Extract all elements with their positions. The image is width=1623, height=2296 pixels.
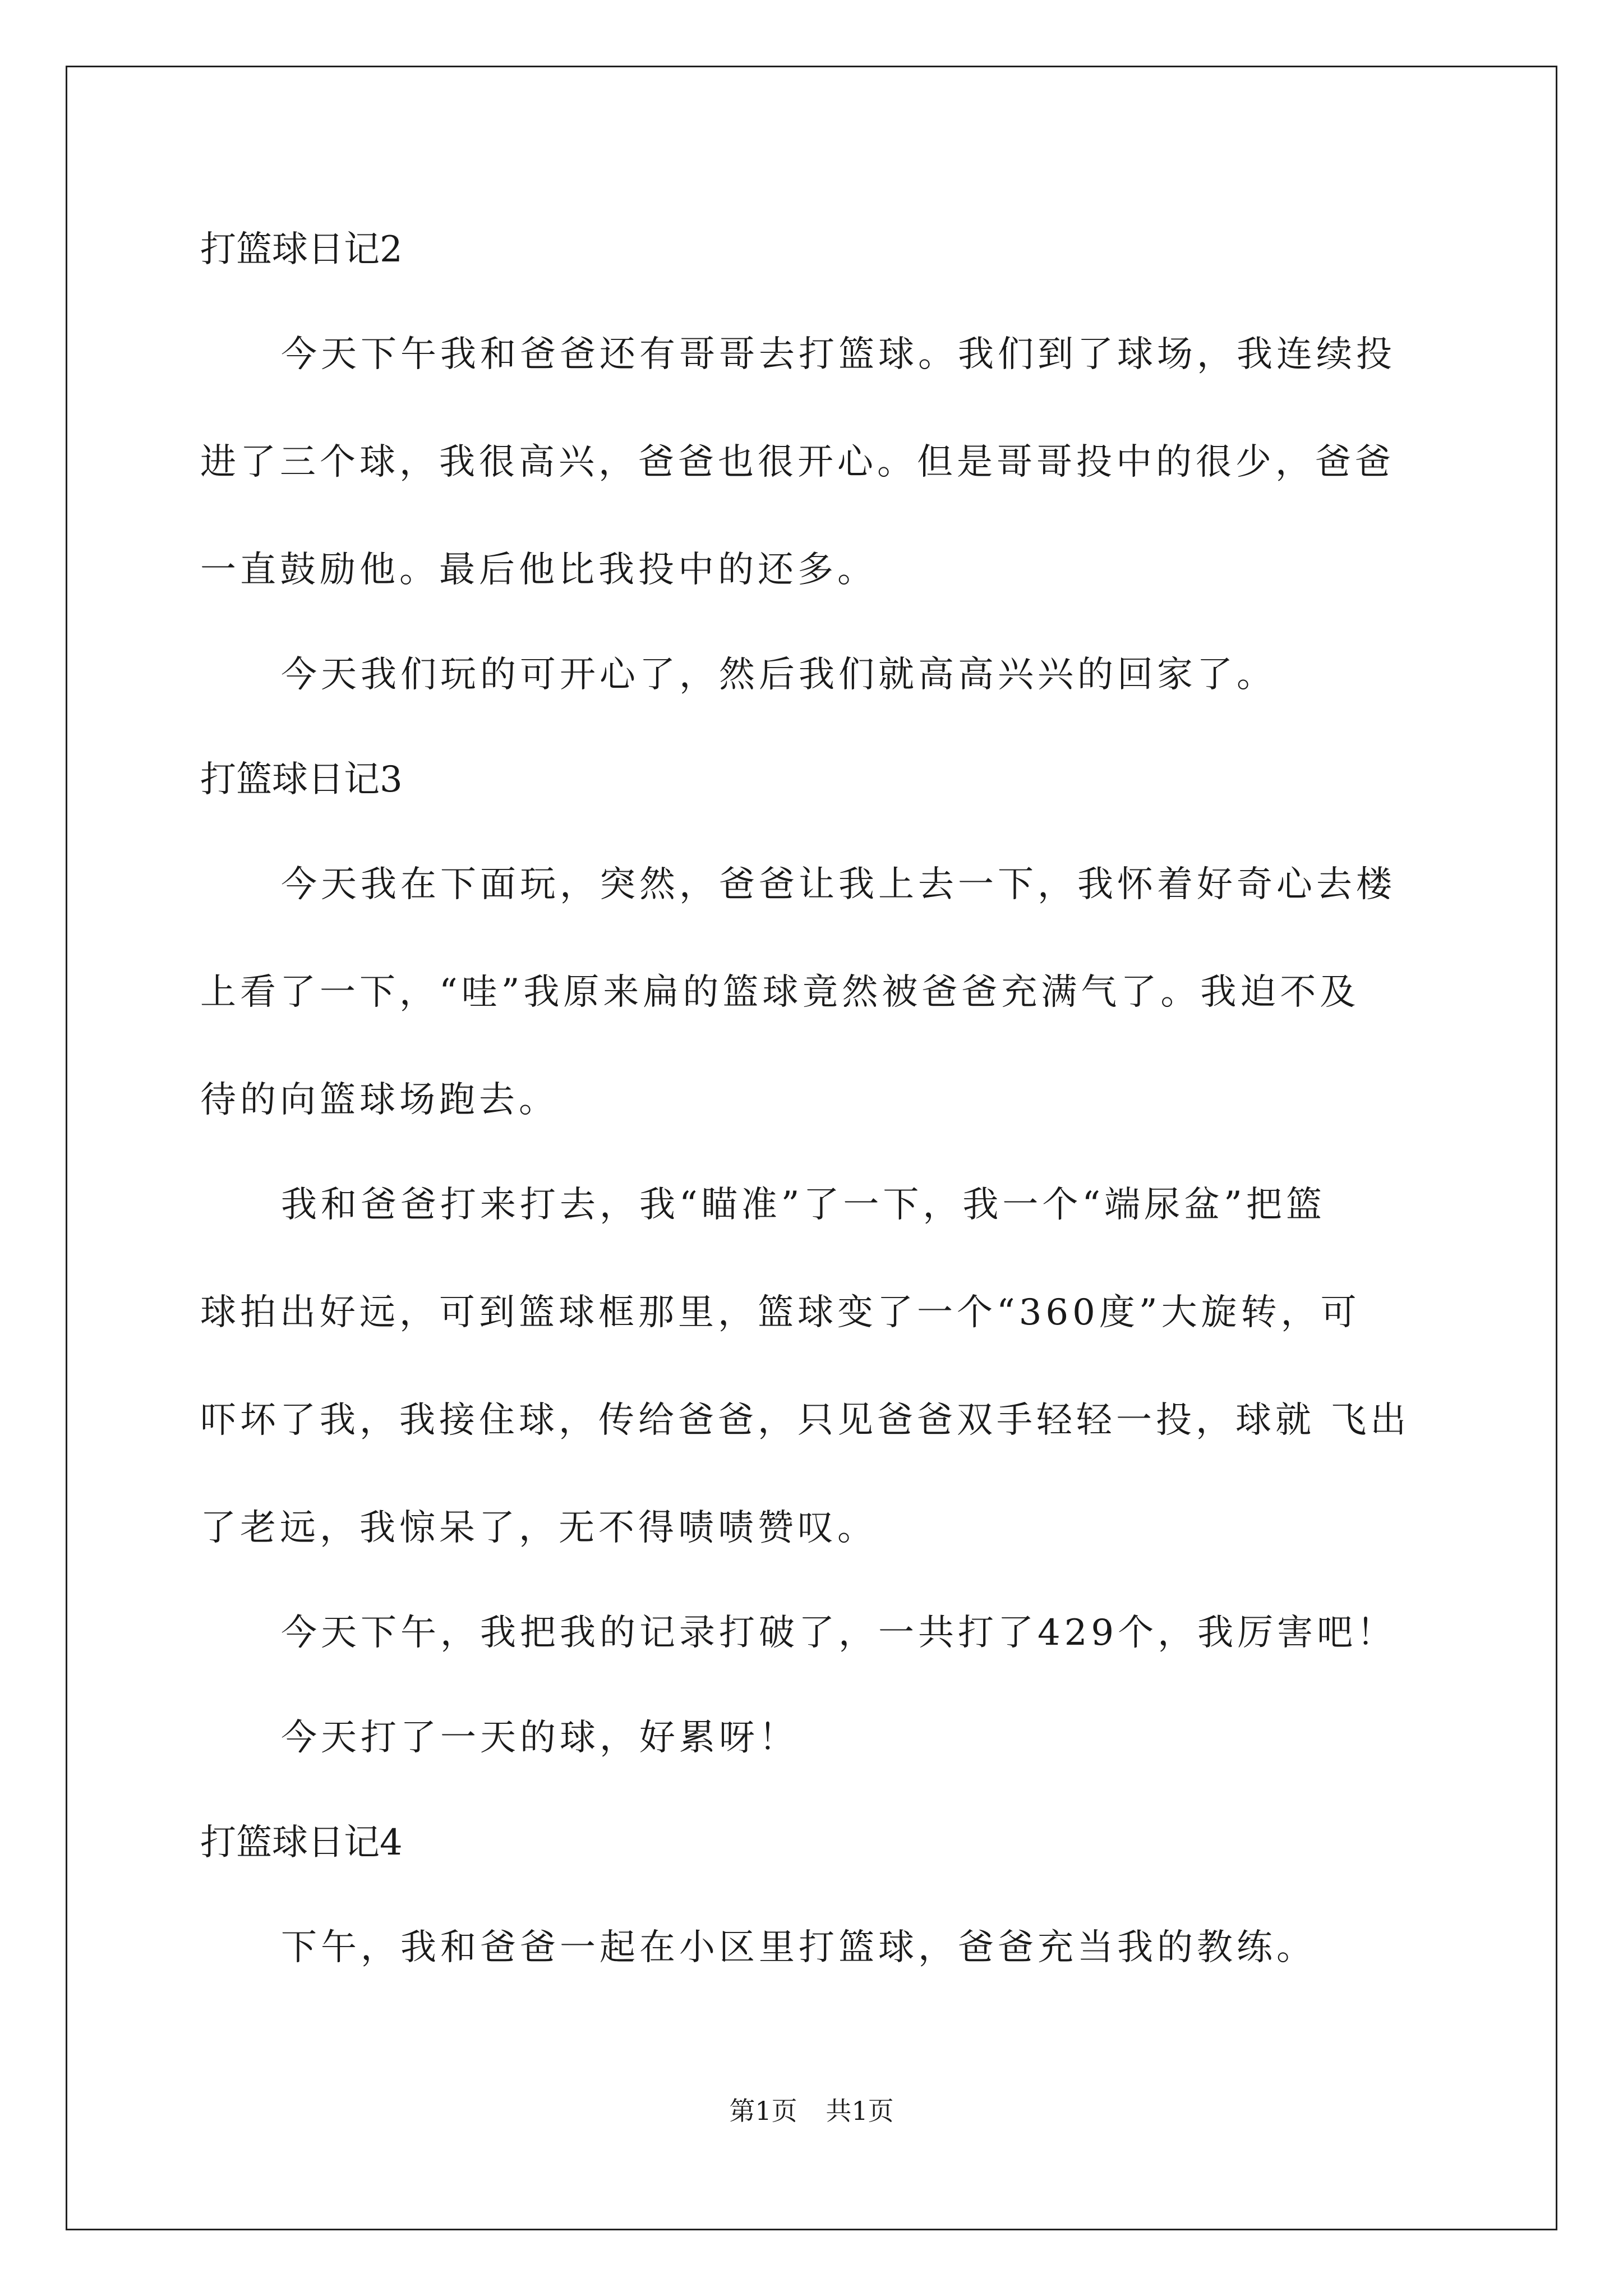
text-line: 吓坏了我，我接住球，传给爸爸，只见爸爸双手轻轻一投，球就 飞出	[200, 1400, 1410, 1441]
section-heading: 打篮球日记4	[200, 1822, 403, 1864]
text-line: 待的向篮球场跑去。	[200, 1079, 559, 1121]
text-line: 球拍出好远，可到篮球框那里，篮球变了一个“360度”大旋转，可	[200, 1292, 1361, 1333]
section-heading: 打篮球日记3	[200, 759, 403, 800]
paragraph	[200, 326, 1428, 598]
text-line: 进了三个球，我很高兴，爸爸也很开心。但是哥哥投中的很少，爸爸	[200, 441, 1395, 483]
paragraph	[200, 1710, 1428, 1766]
text-line: 今天我在下面玩，突然，爸爸让我上去一下，我怀着好奇心去楼	[281, 864, 1396, 905]
text-line: 上看了一下，“哇”我原来扁的篮球竟然被爸爸充满气了。我迫不及	[200, 972, 1360, 1013]
paragraph	[200, 647, 1428, 703]
text-line: 我和爸爸打来打去，我“瞄准”了一下，我一个“端尿盆”把篮	[281, 1184, 1326, 1226]
text-line: 一直鼓励他。最后他比我投中的还多。	[200, 549, 877, 591]
paragraph	[200, 857, 1428, 1128]
text-line: 了老远，我惊呆了，无不得啧啧赞叹。	[200, 1507, 877, 1549]
paragraph	[200, 1605, 1428, 1661]
text-line: 今天下午，我把我的记录打破了，一共打了429个，我厉害吧！	[281, 1612, 1397, 1654]
text-line: 下午，我和爸爸一起在小区里打篮球，爸爸充当我的教练。	[281, 1927, 1316, 1968]
text-line: 今天打了一天的球，好累呀！	[281, 1717, 799, 1759]
paragraph	[200, 1920, 1428, 1976]
section-heading: 打篮球日记2	[200, 229, 403, 270]
document-body	[200, 222, 1428, 2024]
text-line: 今天下午我和爸爸还有哥哥去打篮球。我们到了球场，我连续投	[281, 334, 1396, 375]
page-total: 共1页	[826, 2096, 894, 2126]
text-line: 今天我们玩的可开心了，然后我们就高高兴兴的回家了。	[281, 654, 1276, 696]
paragraph	[200, 1177, 1428, 1556]
page-footer	[0, 2094, 1623, 2128]
page-number: 第1页	[729, 2096, 797, 2126]
